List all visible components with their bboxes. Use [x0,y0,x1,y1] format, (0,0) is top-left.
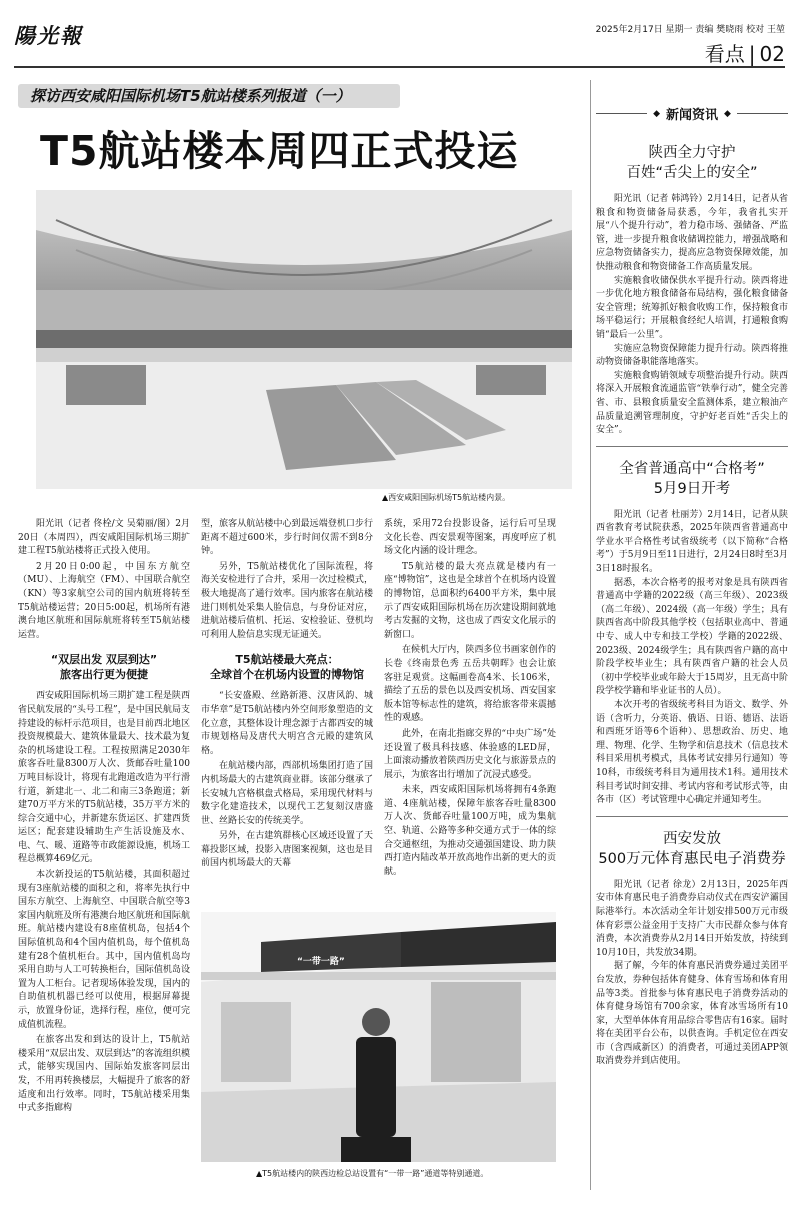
news-paragraph: 实施应急物资保障能力提升行动。陕西将推动物资储备职能落地落实。 [596,343,788,368]
news-divider [596,446,788,447]
news2-title: 全省普通高中“合格考” 5月9日开考 [619,460,765,497]
news-paragraph: 据了解，今年的体育惠民消费券通过美团平台发放，券种包括体育健身、体育雪场和体育用品等3类。首批参与体育惠民电子消费券活动的体育健身场馆有700余家，体育冰雪场所有10家，大型单体体育用品综合零售店有16家。届时将在美团平台公布，以供查询。手机定位在西安市（含西咸新区）的消费者，可通过美团APP领取消费券并到店使用。 [596,961,788,1067]
article-paragraph: T5航站楼的最大亮点就是楼内有一座“博物馆”，这也是全球首个在机场内设置的博物馆，总面积约6400平方米，集中展示了西安咸阳国际机场在历次建设期间就地考古发掘的文物，这也成了西安文化展示的新窗口。 [384,561,556,640]
article-column-2 [201,518,373,873]
sign-text: “一带一路” [297,957,345,967]
article-paragraph: 未来，西安咸阳国际机场将拥有4条跑道、4座航站楼，保障年旅客吞吐量8300万人次、货邮吞吐量100万吨，成为集航空、轨道、公路等多种交通方式于一体的综合交通枢纽，为推动交通强国建设、助力陕西打造内陆改革开放高地作出新的更大的贡献。 [384,785,556,877]
article-paragraph: 阳光讯（记者 佟栓/文 吴菊丽/图）2月20日（本周四），西安咸阳国际机场三期扩建工程T5航站楼将正式投入使用。 [18,519,190,557]
series-banner: 探访西安咸阳国际机场T5航站楼系列报道（一） [18,84,400,108]
header-rule [14,66,785,68]
news1-body [596,193,788,438]
news-paragraph: 阳光讯（记者 徐龙）2月13日，2025年西安市体育惠民电子消费券启动仪式在西安浐灞国际港举行。本次活动全年计划安排500万元市级体育彩票公益金用于支持广大市民群众参与体育消费，本次消费券从2月14日开始发放，持续到10月10日，共发放34期。 [596,879,788,958]
article-paragraph: 系统，采用72台投影设备，运行后可呈现文化长卷、西安景观等图案，再度呼应了机场文化内涵的设计理念。 [384,519,556,557]
article-paragraph: 此外，在南北指廊交界的“中央广场”处还设置了极具科技感、体验感的LED屏，上面滚动播放着陕西历史文化与旅游景点的展示，为旅客出行增加了沉浸式感受。 [384,728,556,780]
sidebar-diamond-icon: ◆ [724,108,731,119]
article-paragraph: 本次新投运的T5航站楼，其面积超过现有3座航站楼的面积之和，将率先执行中国东方航空、上海航空、中国联合航空等3家国内航班及所有港澳台地区航班和国际航班。航站楼内建设有8座值机岛，包括4个国际值机岛和4个国内值机岛，每个值机岛建有28个值机柜台。其中，国内值机岛均采用自助与人工可转换柜台，国际值机岛设置为人工柜台。记者现场体验发现，国内的自助值机机器已经可以使用，根据屏幕提示，放置身份证，选择行程，座位，便可完成值机流程。 [18,870,190,1030]
article-paragraph: 在候机大厅内，陕西多位书画家创作的长卷《终南景色秀 五岳共朝晖》也会让旅客驻足观赏。这幅画卷高4米、长106米，描绘了五岳的景色以及西安机场、西安国家版本馆等标志性的建筑，将给旅客带来震撼性的观感。 [384,645,556,724]
masthead-logo: 陽光報 [14,23,83,48]
news-paragraph: 阳光讯（记者 杜丽芳）2月14日，记者从陕西省教育考试院获悉，2025年陕西省普通高中学业水平合格性考试省级统考（以下简称“合格考”）于5月9日至11日进行，2月24日8时至3月3日18时报名。 [596,509,788,575]
news-paragraph: 阳光讯（记者 韩鸿铃）2月14日，记者从省粮食和物资储备局获悉，今年，我省扎实开展“八个提升行动”，着力稳市场、强储备、严监管，进一步提升粮食收储调控能力，增强战略和应急物资储备实力，提高应急物资保障效能，加快推动粮食和物资储备工作高质量发展。 [596,194,788,272]
article-paragraph: 西安咸阳国际机场三期扩建工程是陕西省民航发展的“头号工程”，是中国民航局支持建设的标杆示范项目，也是目前西北地区投资规模最大、建筑体量最大、技术最为复杂的机场建设工程。工程按照满足2030年旅客吞吐量8300万人次、货邮吞吐量100万吨目标设计，将现有北跑道改造为平行滑行道，新建北一、北二和南三3条跑道；新建70万平方米的T5航站楼，35万平方米的综合交通中心，并新建东货运区、扩建西货运区；配套建设辅助生产生活设施及水、电、气、暖、道路等市政能源设施，机场工程总概算469亿元。 [18,691,190,865]
page-label: 看点 | 02 [704,42,785,66]
news-divider [596,816,788,817]
news3-title: 西安发放 500万元体育惠民电子消费券 [598,830,786,867]
article-paragraph: 2月20日0:00起，中国东方航空（MU）、上海航空（FM）、中国联合航空（KN）等3家航空公司的国内航班将转至T5航站楼运营；20日5:00起，机场所有港澳台地区航班和国际航班将转至T5航站楼运营。 [18,561,190,640]
article-column-3 [384,518,556,881]
sidebar-diamond-icon: ◆ [653,108,660,119]
article-paragraph: 在旅客出发和到达的设计上，T5航站楼采用“双层出发、双层到达”的客流组织模式，能够实现国内、国际始发旅客同层出发，不用再转换楼层，大幅提升了旅客的舒适度和出行效率。同时，T5航站楼采用集中式多指廊构 [18,1035,190,1114]
bottom-photo [201,912,556,1162]
article-column-1 [18,518,190,1118]
headline: T5航站楼本周四正式投运 [40,127,519,175]
terminal-interior-image [36,190,572,489]
news-paragraph: 本次开考的省级统考科目为语文、数学、外语（含听力，分英语、俄语、日语、德语、法语和西班牙语等6个语种）、思想政治、历史、地理、物理、化学、生物学和信息技术（信息技术科目采用机考模式，具体考试安排另行通知）等10科，市级统考科目为通用技术1科。通用技术科目考试时间安排、考试内容和考试形式等，由各市（区）考试管理中心确定并通知考生。 [596,700,788,806]
news-paragraph: 据悉，本次合格考的报考对象是具有陕西省普通高中学籍的2022级（高三年级）、2023级（高二年级）、2024级（高一年级）学生；具有陕西省高中阶段其他学校（包括职业高中、普通中专、成人中专和技工学校）学籍的2022级、2023级、2024级学生；具有陕西省户籍的高中阶段学校毕业生；具有陕西省户籍的社会人员（初中学校毕业或年龄大于15周岁，且无高中阶段学校学籍和毕业证书的人员）。 [596,577,788,697]
news1-title: 陕西全力守护 百姓“舌尖上的安全” [626,145,758,181]
article-paragraph: 在航站楼内部，西部机场集团打造了国内机场最大的古建筑商业群。该部分继承了长安城九宫格棋盘式格局，采用现代材料与数字化建造技术，以现代工艺复刻汉唐盛世、丝路长安的传统美学。 [201,761,373,826]
news2-body [596,509,788,808]
border-inspection-image [201,912,556,1162]
article-paragraph: 另外，在古建筑群核心区域还设置了天幕投影区域，投影入唐图案视频，这也是目前国内机场最大的天幕 [201,831,373,869]
top-photo [36,190,572,489]
sidebar-section-header [596,104,788,123]
sidebar [596,104,788,1069]
article-paragraph: 型，旅客从航站楼中心到最远端登机口步行距离不超过600米，步行时间仅需不到8分钟。 [201,519,373,557]
article-paragraph: 另外，T5航站楼优化了国际流程，将海关安检进行了合并，采用一次过检模式，极大地提高了通行效率。国内旅客在航站楼进门则机处采集人脸信息，与身份证对应，进航站楼后值机、托运、安检验证、登机均可利用人脸信息实现无证通关。 [201,561,373,640]
article-paragraph: “长安盛殿、丝路新港、汉唐风韵、城市华章”是T5航站楼内外空间形象塑造的文化立意，其整体设计理念源于古都西安的城市规划格局及唐代大明宫含元殿的建筑风格。 [201,691,373,756]
section-name: 看点 [704,42,745,66]
news3-body [596,879,788,1069]
sidebar-section-title: 新闻资讯 [666,108,719,123]
bottom-photo-caption: ▲T5航站楼内的陕西边检总站设置有“一带一路”通道等特别通道。 [256,1169,489,1178]
news-paragraph: 实施粮食收储保供水平提升行动。陕西将进一步优化地方粮食储备布局结构，强化粮食储备安全管理；统筹抓好粮食收购工作，保持粮食市场平稳运行；开展粮食经纪人培训，打通粮食购销“最后一公里”。 [596,275,788,340]
subheading-museum: T5航站楼最大亮点： 全球首个在机场内设置的博物馆 [210,653,364,682]
dateline: 2025年2月17日 星期一 责编 樊晓雨 校对 王堃 [595,25,785,35]
news-paragraph: 实施粮食购销领域专项整治提升行动。陕西将深入开展粮食流通监管“铁拳行动”，健全完善省、市、县粮食质量安全监测体系，建立粮油产品质量追溯管理制度，守护好老百姓“舌尖上的安全”。 [596,370,788,436]
page-number: 02 [759,42,785,66]
column-separator [590,80,591,1190]
subheading-double-deck: “双层出发 双层到达” 旅客出行更为便捷 [50,653,158,682]
top-photo-caption: ▲西安咸阳国际机场T5航站楼内景。 [382,493,511,502]
